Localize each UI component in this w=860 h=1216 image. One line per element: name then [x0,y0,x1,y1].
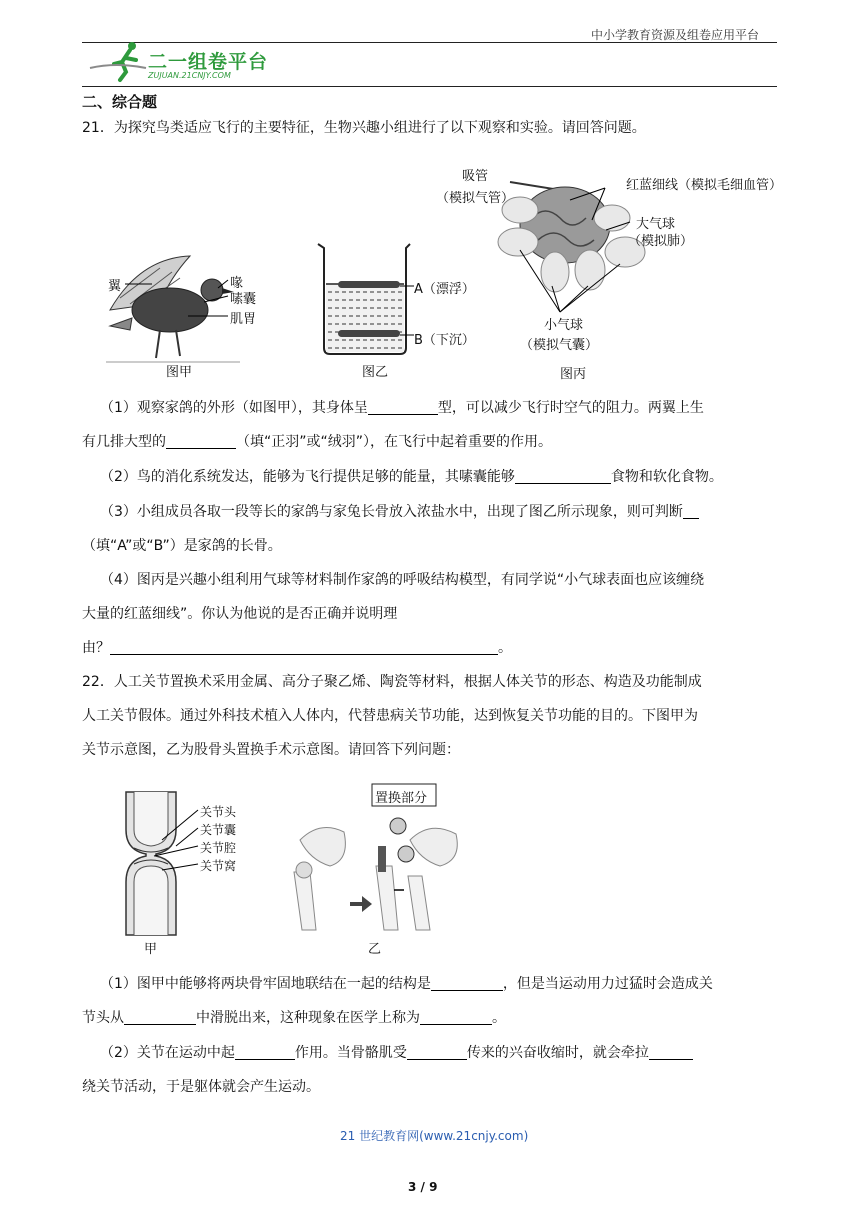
logo-cn-text: 二一组卷平台 [148,51,269,73]
q22-stem-line1: 22．人工关节置换术采用金属、高分子聚乙烯、陶瓷等材料，根据人体关节的形态、构造及功能制成 [82,674,702,690]
figure-joint [110,790,260,960]
q21-p2-blank[interactable] [515,468,611,484]
q21-p4-text-c: 由？ [82,640,110,656]
q21-p4-line1: （4）图丙是兴趣小组利用气球等材料制作家鸽的呼吸结构模型，有同学说“小气球表面也应该缠绕 [100,572,705,588]
q22-p2-blank-2[interactable] [407,1044,467,1060]
caption-fig-a: 图甲 [166,365,193,380]
figure-hip-replacement [280,780,480,960]
q22-p1-line1 [100,974,713,994]
q22-p1-blank-1[interactable] [431,975,503,991]
label-joint-head: 关节头 [200,805,237,819]
q22-p2-blank-1[interactable] [235,1044,295,1060]
q22-p1-text-d: 中滑脱出来，这种现象在医学上称为 [196,1010,420,1026]
q21-p4-line2: 大量的红蓝细线”。你认为他说的是否正确并说明理 [82,606,398,622]
q21-p3-line2: （填“A”或“B”）是家鸽的长骨。 [82,538,282,554]
q21-p3-line1 [100,502,699,522]
q21-p4-text-d: 。 [498,640,512,656]
page-number: 3 / 9 [408,1180,438,1194]
q21-p1-text-b: 型，可以减少飞行时空气的阻力。两翼上生 [437,400,704,416]
caption-fig-c: 图丙 [560,367,587,382]
q22-p2-blank-3[interactable] [649,1044,693,1060]
label-thread: 红蓝细线（模拟毛细血管） [626,178,783,193]
label-straw-2: （模拟气管） [436,191,515,206]
logo-en-text: ZUJUAN.21CNJY.COM [148,71,231,80]
label-beak: 喙 [230,276,244,291]
q22-stem-line3: 关节示意图，乙为股骨头置换手术示意图。请回答下列问题： [82,742,460,758]
label-big-balloon-2: （模拟肺） [628,234,694,249]
q21-p4-line3 [82,638,512,658]
label-big-balloon-1: 大气球 [636,217,676,232]
q21-p2-text-a: （2）鸟的消化系统发达，能够为飞行提供足够的能量，其嗉囊能够 [100,469,515,485]
q21-p1-blank-2[interactable] [166,433,236,449]
q21-p1-text-d: （填“正羽”或“绒羽”），在飞行中起着重要的作用。 [236,434,553,450]
q22-p1-blank-2[interactable] [124,1009,196,1025]
q21-p1-line1 [100,398,704,418]
q21-p1-text-c: 有几排大型的 [82,434,166,450]
joint-illustration [110,790,260,960]
q21-p4-blank[interactable] [110,639,498,655]
q22-p2-line2: 绕关节活动，于是躯体就会产生运动。 [82,1079,320,1095]
label-gizzard: 肌胃 [230,312,257,327]
q22-p2-text-c: 传来的兴奋收缩时，就会牵拉 [466,1045,649,1061]
figure-balloon-model [420,160,800,382]
label-joint-cavity: 关节腔 [200,841,237,855]
q21-p3-blank[interactable] [683,503,699,519]
footer-link[interactable]: 21 世纪教育网(www.21cnjy.com) [340,1129,529,1143]
label-joint-socket: 关节窝 [200,859,237,873]
q21-p2-line [100,467,723,487]
logo [86,38,286,84]
q22-p2-text-a: （2）关节在运动中起 [100,1045,235,1061]
q22-p1-text-b: ，但是当运动用力过猛时会造成关 [502,976,713,992]
section-title: 二、综合题 [82,93,158,111]
label-replacement-part: 置换部分 [375,791,428,806]
caption-hip-b: 乙 [368,942,382,957]
caption-joint-a: 甲 [144,942,158,957]
q22-stem-line2: 人工关节假体。通过外科技术植入人体内，代替患病关节功能，达到恢复关节功能的目的。下图甲为 [82,708,698,724]
q22-p1-text-c: 节头从 [82,1010,124,1026]
q22-p1-text-a: （1）图甲中能够将两块骨牢固地联结在一起的结构是 [100,976,431,992]
label-straw-1: 吸管 [462,169,489,184]
q22-p2-text-b: 作用。当骨骼肌受 [294,1045,407,1061]
q21-stem: 21．为探究鸟类适应飞行的主要特征，生物兴趣小组进行了以下观察和实验。请回答问题。 [82,120,646,136]
q22-p1-line2 [82,1008,506,1028]
label-small-balloon-1: 小气球 [544,318,584,333]
label-a-float: A（漂浮） [414,282,475,297]
platform-name: 中小学教育资源及组卷应用平台 [591,28,760,42]
q21-p1-line2 [82,432,552,452]
figure-bird [100,248,275,383]
label-crop: 嗉囊 [230,292,257,307]
q21-p2-text-b: 食物和软化食物。 [610,469,723,485]
label-b-sink: B（下沉） [414,333,475,348]
q22-p1-blank-3[interactable] [420,1009,492,1025]
label-small-balloon-2: （模拟气囊） [520,338,599,353]
hip-replacement-illustration [280,780,480,960]
q21-p1-blank-1[interactable] [368,399,438,415]
caption-fig-b: 图乙 [362,365,389,380]
header-rule-bottom [82,86,777,87]
q22-p1-text-e: 。 [492,1010,506,1026]
label-wing: 翼 [108,279,122,294]
label-joint-capsule: 关节囊 [200,823,237,837]
q21-p1-text-a: （1）观察家鸽的外形（如图甲），其身体呈 [100,400,368,416]
q22-p2-line1 [100,1043,693,1063]
q21-p3-text-a: （3）小组成员各取一段等长的家鸽与家兔长骨放入浓盐水中，出现了图乙所示现象，则可判断 [100,504,683,520]
